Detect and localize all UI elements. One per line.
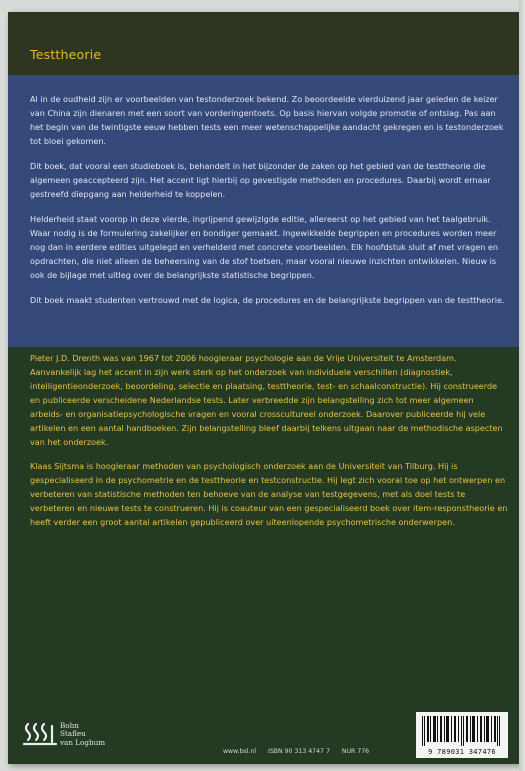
description-paragraph: Dit boek, dat vooral een studieboek is, behandelt in het bijzonder de zaken op het gebied van de testtheorie die algemeen geaccepteerd zijn. Het accent ligt hierbij op gevestigde methoden en procedures. Daarbij wordt ernaar gestreefd diepgang aan helderheid te koppelen. <box>30 161 491 199</box>
back-cover <box>8 12 520 764</box>
author-biographies <box>30 351 508 539</box>
isbn-text: ISBN 90 313 4747 7 <box>268 748 330 755</box>
nur-code: NUR 776 <box>341 748 370 755</box>
publisher-logo-icon <box>22 718 58 752</box>
cover-footer <box>8 712 520 764</box>
description-paragraph: Dit boek maakt studenten vertrouwd met de logica, de procedures en de belangrijkste begrippen van de testtheorie. <box>30 295 505 305</box>
publisher-website: www.bsl.nl <box>223 748 257 755</box>
publisher-name <box>60 722 105 747</box>
page-edge <box>519 0 525 771</box>
barcode-icon <box>422 716 502 746</box>
author-bio-drenth: Pieter J.D. Drenth was van 1967 tot 2006 hoogleraar psychologie aan de Vrije Universiteit te Amsterdam. Aanvankelijk lag het accent in zijn werk sterk op het onderzoek van individuele verschillen (diagnostiek, intelligentieonderzoek, beoordeling, selectie en plaatsing, testtheorie, test- en schaalconstructie). Hij construeerde en publiceerde verscheidene Nederlandse tests. Later verbreedde zijn belangstelling zich tot meer algemeen arbeids- en organisatiepsychologische vragen en vooral crosscultureel onderzoek. Daarover publiceerde hij vele artikelen en een aantal handboeken. Zijn belangstelling bleef daarbij telkens uitgaan naar de methodische aspecten van het onderzoek. <box>30 353 503 447</box>
publisher-name-line: Stafleu <box>60 729 86 739</box>
author-bio-sijtsma: Klaas Sijtsma is hoogleraar methoden van psychologisch onderzoek aan de Universiteit van Tilburg. Hij is gespecialiseerd in de psychometrie en de testtheorie en testconstructie. Hij legt zich vooral toe op het ontwerpen en verbeteren van statistische methoden ten behoeve van de analyse van testgegevens, met als doel tests te verbeteren en nieuwe tests te construeren. Hij is coauteur van een gespecialiseerd boek over item-responstheorie en heeft verder een groot aantal artikelen gepubliceerd over uiteenlopende psychometrische onderwerpen. <box>30 461 508 527</box>
publisher-name-line: Bohn <box>60 721 79 730</box>
book-title: Testtheorie <box>30 47 102 62</box>
barcode <box>416 712 508 758</box>
publication-info <box>223 748 379 755</box>
header-band <box>8 12 520 76</box>
publisher-name-line: van Loghum <box>60 737 106 747</box>
book-description <box>30 92 508 318</box>
barcode-number: 9 789031 347476 <box>428 748 496 756</box>
description-paragraph: Al in de oudheid zijn er voorbeelden van testonderzoek bekend. Zo beoordeelde vierduizend jaar geleden de keizer van China zijn dienaren met een soort van vorderingentoets. Op basis hiervan volgde promotie of ontslag. Pas aan het begin van de twintigste eeuw hebben tests een meer wetenschappelijke aandacht gekregen en is testonderzoek tot bloei gekomen. <box>30 94 504 146</box>
description-paragraph: Helderheid staat voorop in deze vierde, ingrijpend gewijzigde editie, allereerst op het gebied van het taalgebruik. Waar nodig is de formulering zakelijker en bondiger gemaakt. Ingewikkelde begrippen en procedures worden meer nog dan in eerdere edities uitgelegd en verhelderd met concrete voorbeelden. Elk hoofdstuk sluit af met vragen en opdrachten, die niet alleen de beheersing van de stof toetsen, maar vooral nieuwe inzichten ontwikkelen. Nieuw is ook de bijlage met uitleg over de belangrijkste statistische begrippen. <box>30 214 499 280</box>
